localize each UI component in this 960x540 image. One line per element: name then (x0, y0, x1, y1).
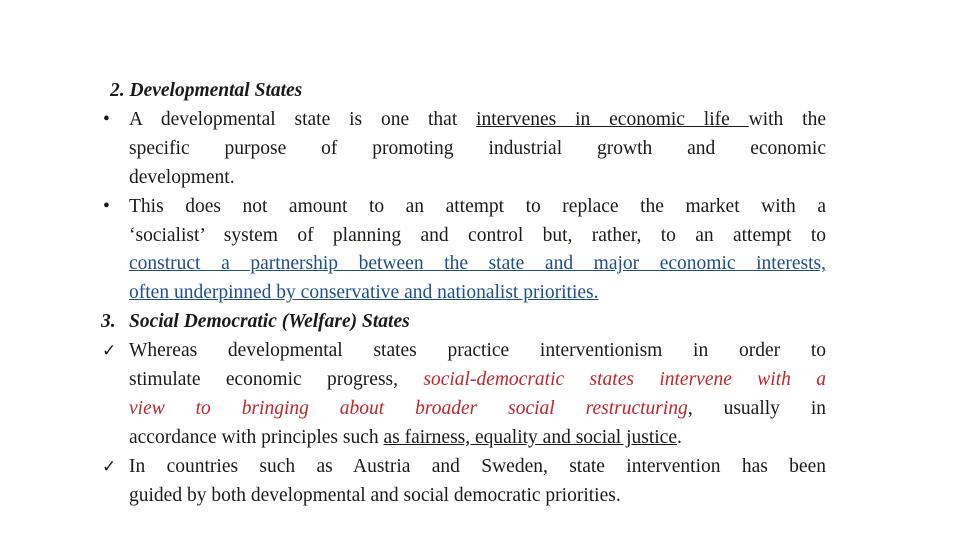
text-span: . (676, 426, 682, 448)
text-span: with the (748, 108, 826, 130)
text-line (129, 250, 826, 279)
heading-social-democratic-states (100, 308, 826, 337)
text-line: In countries such as Austria and Sweden, state intervention has been (129, 455, 826, 477)
bullet-icon: • (103, 108, 110, 130)
text-span: stimulate economic progress, (129, 369, 424, 391)
text-line (129, 395, 826, 424)
text-line: Whereas developmental states practice interventionism in order to (129, 340, 826, 362)
slide-body (100, 77, 826, 511)
text-span: A developmental state is one that (129, 108, 477, 130)
underlined-link-text: often underpinned by conservative and nationalist priorities. (129, 282, 599, 304)
heading-developmental-states: 2. Developmental States (110, 80, 303, 101)
text-line: ‘socialist’ system of planning and control but, rather, to an attempt to (129, 224, 826, 246)
heading-number: 3. (101, 311, 116, 333)
text-line (129, 279, 826, 308)
checkmark-icon: ✓ (102, 456, 117, 476)
bullet-icon: • (103, 195, 110, 217)
highlighted-text: view to bringing about broader social restructuring (129, 397, 688, 419)
text-line (129, 106, 826, 135)
text-line (129, 424, 826, 453)
heading-text: Social Democratic (Welfare) States (129, 311, 410, 333)
check-item-austria-sweden (100, 453, 826, 511)
text-span: accordance with principles such (129, 426, 384, 448)
bullet-item-definition (100, 106, 826, 193)
text-line: specific purpose of promoting industrial growth and economic (129, 137, 826, 159)
underlined-link-text: construct a partnership between the state and major economic interests, (129, 253, 826, 275)
underlined-text: as fairness, equality and social justice (383, 426, 677, 448)
text-line: development. (129, 166, 235, 188)
underlined-text: intervenes in economic life (476, 108, 749, 130)
bullet-item-partnership (100, 193, 826, 309)
highlighted-text: social-democratic states intervene with a (423, 369, 826, 391)
checkmark-icon: ✓ (102, 341, 117, 361)
check-item-restructuring (100, 337, 826, 453)
text-line (129, 366, 826, 395)
text-line: guided by both developmental and social democratic priorities. (129, 484, 621, 506)
text-line: This does not amount to an attempt to replace the market with a (129, 195, 826, 217)
text-span: , usually in (687, 397, 826, 419)
